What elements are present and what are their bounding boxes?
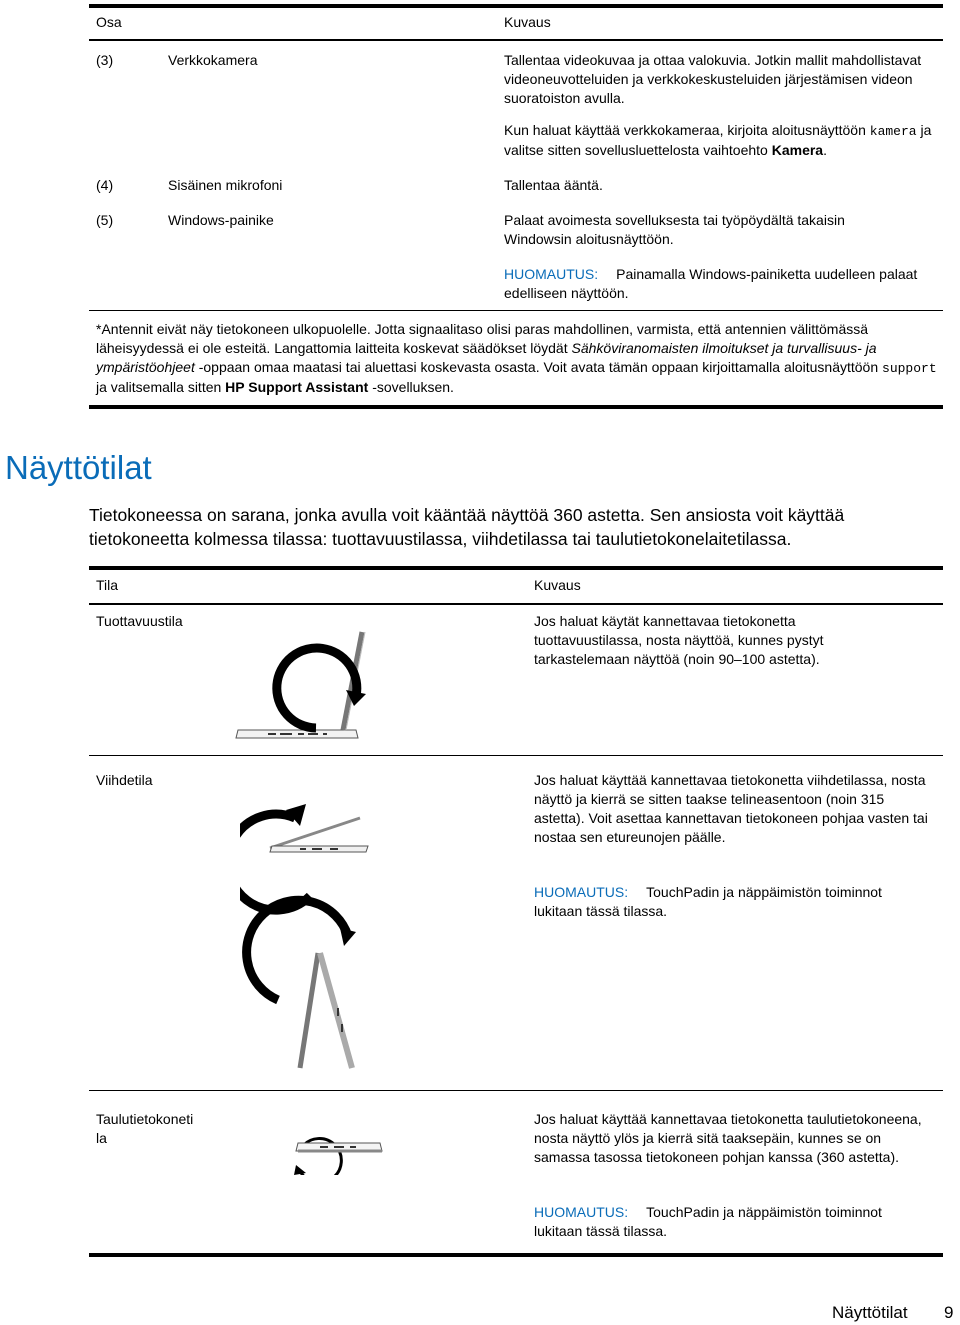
note-text: TouchPadin ja näppäimistön toiminnot lukitaan tässä tilassa. (534, 884, 882, 919)
mode-description: Jos haluat käyttää kannettavaa tietokonetta viihdetilassa, nosta näyttö ja kierrä se sitten taakse telineasentoon (noin 315 astetta). Voit asettaa kannettavan tietokoneen pohjaa vasten tai nostaa sen etureunojen päälle. (534, 772, 928, 845)
note (504, 265, 924, 303)
row-number: (4) (96, 177, 114, 193)
table2-top-rule (89, 566, 943, 570)
app-name: Kamera (771, 142, 824, 158)
note-text: TouchPadin ja näppäimistön toiminnot lukitaan tässä tilassa. (534, 1204, 882, 1239)
mode-description: Jos haluat käytät kannettavaa tietokonetta tuottavuustilassa, nosta näyttöä, kunnes pystyt tarkastelemaan näyttöä (noin 90–100 astetta). (534, 613, 824, 667)
table1-top-rule (89, 4, 943, 8)
note (534, 883, 914, 921)
footer-section-name: Näyttötilat (832, 1303, 908, 1322)
part-description: Tallentaa videokuvaa ja ottaa valokuvia. Jotkin mallit mahdollistavat videoneuvotteluiden ja verkkokeskusteluiden järjestämisen videon suoratoiston avulla. (504, 52, 922, 106)
laptop-open-icon (228, 620, 368, 745)
part-description: Palaat avoimesta sovelluksesta tai työpöydältä takaisin Windowsin aloitusnäyttöön. (504, 212, 845, 247)
section-intro: Tietokoneessa on sarana, jonka avulla voit kääntää näyttöä 360 astetta. Sen ansiosta voit käyttää tietokoneetta kolmessa tilassa: tuottavuustilassa, viihdetilassa tai taulutietokonelaitetilassa. (89, 505, 845, 549)
table2-header-rule (89, 603, 943, 605)
table2-bottom-rule (89, 1253, 943, 1257)
note-label: HUOMAUTUS: (534, 1204, 629, 1220)
table2-header-kuvaus: Kuvaus (534, 577, 581, 593)
table1-footnote-rule (89, 310, 943, 311)
row-number: (3) (96, 52, 114, 68)
table1-header-rule (89, 39, 943, 41)
table1-footnote: *Antennit eivät näy tietokoneen ulkopuolelle. Jotta signaalitaso olisi paras mahdollinen, varmista, että antennien välittömässä läheisyydessä ei ole esteitä. Langattomia laitteita koskevat säädökset löydät Sähköviranomaisten ilmoitukset ja turvallisuus- ja ympäristöohjeet -oppaan omaa maatasi tai aluettasi koskevasta osasta. Voit avata tämän oppaan kirjoittamalla aloitusnäyttöön support ja valitsemalla sitten HP Support Assistant -sovelluksen. (96, 321, 937, 395)
typed-keyword: support (882, 361, 937, 376)
table2-header-tila: Tila (96, 577, 119, 593)
laptop-tablet-illustration (262, 1115, 387, 1175)
note-label: HUOMAUTUS: (504, 266, 599, 282)
laptop-folded-icon (262, 1115, 387, 1175)
table1-header-osa: Osa (96, 14, 122, 30)
part-name: Verkkokamera (168, 52, 258, 68)
guide-title: Sähköviranomaisten ilmoitukset ja turvallisuus- ja ympäristöohjeet (96, 340, 877, 375)
row-number: (5) (96, 212, 114, 228)
note (534, 1203, 914, 1241)
laptop-entertainment-illustration (240, 768, 390, 1078)
row-rule (89, 1090, 943, 1091)
mode-name: Viihdetila (96, 772, 153, 788)
section-heading: Näyttötilat (5, 449, 152, 486)
note-label: HUOMAUTUS: (534, 884, 629, 900)
app-name: HP Support Assistant (225, 379, 369, 395)
row-rule (89, 755, 943, 756)
table1-header-kuvaus: Kuvaus (504, 14, 551, 30)
part-description: Tallentaa ääntä. (504, 177, 603, 193)
part-name: Sisäinen mikrofoni (168, 177, 283, 193)
laptop-productivity-illustration (228, 620, 368, 745)
laptop-stand-tent-icon (240, 768, 390, 1078)
typed-keyword: kamera (869, 124, 917, 139)
mode-name: Taulutietokoneti la (96, 1111, 194, 1146)
page-number: 9 (944, 1303, 954, 1322)
note-text: Painamalla Windows-painiketta uudelleen palaat edelliseen näyttöön. (504, 266, 918, 301)
part-description-usage: Kun haluat käyttää verkkokameraa, kirjoita aloitusnäyttöön kamera ja valitse sitten sovellusluettelosta vaihtoehto Kamera. (504, 122, 932, 158)
table1-bottom-rule (89, 405, 943, 409)
mode-description: Jos haluat käyttää kannettavaa tietokonetta taulutietokoneena, nosta näyttö ylös ja kierrä sitä taaksepäin, kunnes se on samassa tasossa tietokoneen pohjan kanssa (360 astetta). (534, 1111, 922, 1165)
part-name: Windows-painike (168, 212, 274, 228)
mode-name: Tuottavuustila (96, 613, 183, 629)
